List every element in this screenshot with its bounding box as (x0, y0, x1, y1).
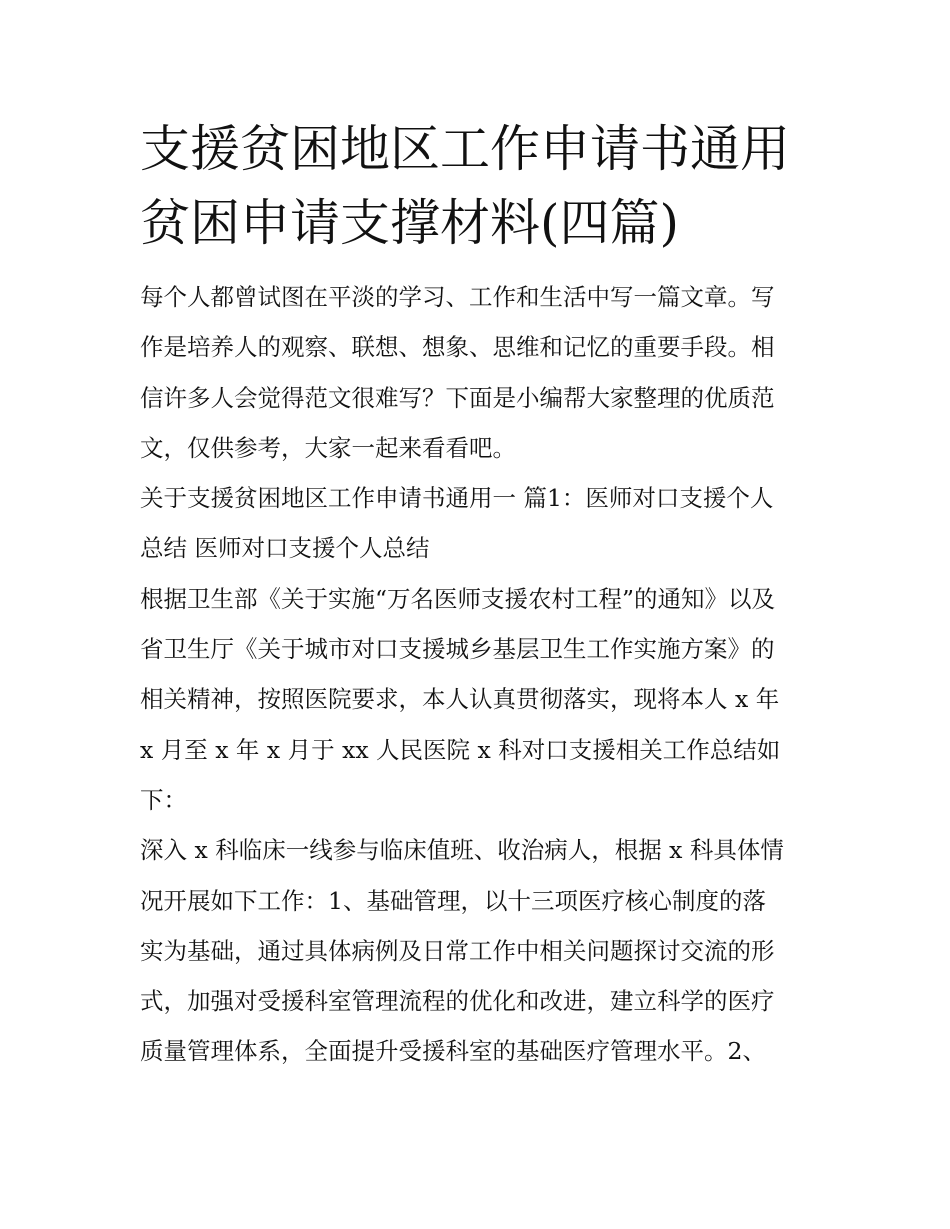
text-line: 式，加强对受援科室管理流程的优化和改进，建立科学的医疗 (140, 987, 775, 1016)
text-line: 省卫生厅《关于城市对口支援城乡基层卫生工作实施方案》的 (140, 635, 775, 664)
text-line: 每个人都曾试图在平淡的学习、工作和生活中写一篇文章。写 (140, 283, 775, 311)
text-line: 关于支援贫困地区工作申请书通用一 篇1：医师对口支援个人 (140, 484, 774, 513)
text-line: 作是培养人的观察、联想、想象、思维和记忆的重要手段。相 (140, 333, 775, 362)
text-line: 质量管理体系，全面提升受援科室的基础医疗管理水平。2、 (140, 1037, 766, 1066)
text-line: 相关精神，按照医院要求，本人认真贯彻落实，现将本人 x 年 (140, 685, 780, 714)
text-line: 总结 医师对口支援个人总结 (140, 534, 430, 563)
text-line: 下： (140, 785, 187, 814)
text-line: 实为基础，通过具体病例及日常工作中相关问题探讨交流的形 (140, 936, 775, 965)
text-line: 信许多人会觉得范文很难写？下面是小编帮大家整理的优质范 (140, 383, 775, 412)
paragraph-intro (140, 272, 812, 473)
text-line: 文，仅供参考，大家一起来看看吧。 (140, 433, 516, 462)
document-content (140, 112, 812, 1077)
paragraph-work (140, 825, 812, 1076)
document-title (140, 112, 812, 260)
title-line: 贫困申请支撑材料(四篇) (140, 194, 680, 252)
text-line: 深入 x 科临床一线参与临床值班、收治病人，根据 x 科具体情 (140, 836, 784, 865)
paragraph-section-heading (140, 473, 812, 574)
document-body (140, 272, 812, 1077)
title-line: 支援贫困地区工作申请书通用 (140, 120, 790, 178)
text-line: 况开展如下工作：1、基础管理，以十三项医疗核心制度的落 (140, 886, 766, 915)
text-line: 根据卫生部《关于实施“万名医师支援农村工程”的通知》以及 (140, 584, 776, 613)
paragraph-basis (140, 574, 812, 825)
text-line: x 月至 x 年 x 月于 xx 人民医院 x 科对口支援相关工作总结如 (140, 735, 781, 764)
